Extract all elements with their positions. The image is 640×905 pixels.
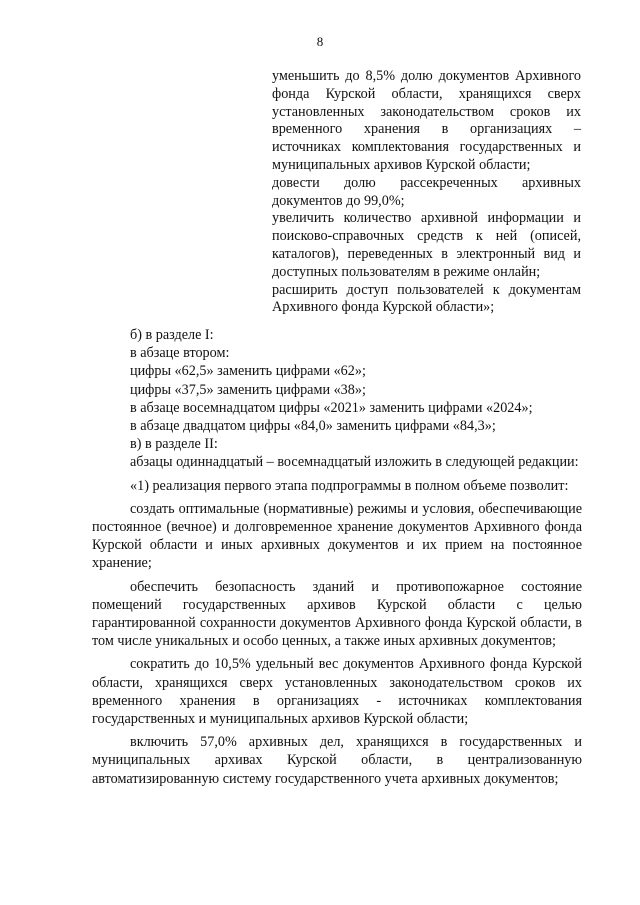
goal-paragraph: уменьшить до 8,5% долю документов Архивного фонда Курской области, хранящихся сверх установленных законодательством сроков их временного хранения в организациях – источниках комплектования государственных и муниципальных архивов Курской области; bbox=[272, 68, 581, 173]
goal-paragraph: довести долю рассекреченных архивных документов до 99,0%; bbox=[272, 174, 581, 209]
body-paragraph: создать оптимальные (нормативные) режимы и условия, обеспечивающие постоянное (вечное) и долговременное хранение документов Архивного фонда Курской области и иных архивных документов и их прием на постоянное хранение; bbox=[92, 500, 582, 572]
amendment-line: в абзаце втором: bbox=[130, 345, 230, 362]
amendment-line: в абзаце двадцатом цифры «84,0» заменить цифрами «84,3»; bbox=[130, 418, 496, 435]
body-paragraph: включить 57,0% архивных дел, хранящихся в государственных и муниципальных архивах Курской области, в централизованную автоматизированную систему государственного учета архивных документов; bbox=[92, 734, 582, 787]
goal-paragraph: увеличить количество архивной информации и поисково-справочных средств к ней (описей, каталогов), переведенных в электронный вид и доступных пользователям в режиме онлайн; bbox=[272, 210, 581, 280]
amendment-line: б) в разделе I: bbox=[130, 327, 214, 343]
amendment-line: цифры «37,5» заменить цифрами «38»; bbox=[130, 381, 366, 398]
amendment-line: цифры «62,5» заменить цифрами «62»; bbox=[130, 363, 366, 380]
goal-paragraph: расширить доступ пользователей к документам Архивного фонда Курской области»; bbox=[272, 281, 581, 316]
amendment-line: в) в разделе II: bbox=[130, 436, 218, 453]
body-paragraph: сократить до 10,5% удельный вес документов Архивного фонда Курской области, хранящихся сверх установленных законодательством сроков их временного хранения в организациях - источниках комплектования государственных и муниципальных архивов Курской области; bbox=[92, 656, 582, 728]
body-paragraph: «1) реализация первого этапа подпрограммы в полном объеме позволит: bbox=[130, 477, 569, 494]
amendment-line: в абзаце восемнадцатом цифры «2021» заменить цифрами «2024»; bbox=[130, 399, 533, 416]
page-number: 8 bbox=[316, 34, 324, 49]
quoted-goals-column bbox=[272, 68, 581, 317]
body-paragraph: абзацы одиннадцатый – восемнадцатый изложить в следующей редакции: bbox=[130, 454, 579, 471]
document-body bbox=[92, 326, 582, 788]
body-paragraph: обеспечить безопасность зданий и противопожарное состояние помещений государственных архивов Курской области с целью гарантированной сохранности документов Архивного фонда Курской области, в том числе уникальных и особо ценных, а также иных архивных документов; bbox=[92, 578, 582, 650]
